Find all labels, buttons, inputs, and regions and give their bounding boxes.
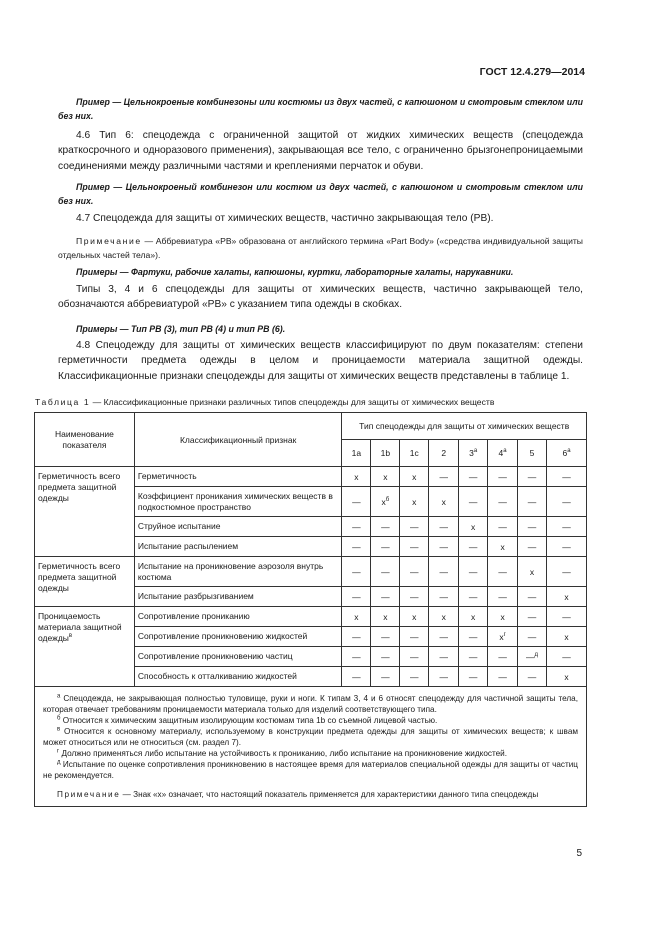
type-cell: — xyxy=(400,557,429,587)
type-cell: x xyxy=(518,557,547,587)
paragraph-4-7: 4.7 Спецодежда для защиты от химических веществ, частично закрывающая тело (PB). xyxy=(76,213,494,224)
type-cell: — xyxy=(459,487,488,517)
type-cell: x xyxy=(546,667,586,687)
type-cell: — xyxy=(518,607,547,627)
type-cell: — xyxy=(342,647,371,667)
type-cell: — xyxy=(459,627,488,647)
type-cell: — xyxy=(429,587,459,607)
type-cell: — xyxy=(400,537,429,557)
criterion-cell: Сопротивление проникновению жидкостей xyxy=(134,627,342,647)
standard-header: ГОСТ 12.4.279—2014 xyxy=(479,66,585,78)
table-footnotes-row xyxy=(35,687,587,807)
type-cell: — xyxy=(459,647,488,667)
type-header: 1b xyxy=(371,440,400,467)
type-header: 1a xyxy=(342,440,371,467)
type-cell: — xyxy=(459,467,488,487)
paragraph-4-8: 4.8 Спецодежду для защиты от химических веществ классифицируют по двум показателям: степени герметичности предмета одежды в целом и проницаемости материала защитной одежды. Классификационные признаки спецодежды для защиты от химических веществ представлены в таблице 1. xyxy=(58,340,583,382)
type-cell: — xyxy=(400,627,429,647)
example-1: Пример — Цельнокроеные комбинезоны или костюмы из двух частей, с капюшоном и смотровым стеклом или без них. xyxy=(58,97,583,121)
type-cell: — xyxy=(518,627,547,647)
type-cell: — xyxy=(400,667,429,687)
type-cell: — xyxy=(518,667,547,687)
type-cell: — xyxy=(488,647,518,667)
footnote-b: $^б$ Относится к химическим защитным изолирующим костюмам типа 1b со съемной лицевой частью. xyxy=(57,715,438,725)
table-caption-label: Таблица 1 xyxy=(35,397,91,407)
note-1-label: Примечание xyxy=(76,236,142,246)
criterion-cell: Способность к отталкиванию жидкостей xyxy=(134,667,342,687)
type-cell: — xyxy=(371,627,400,647)
header-indicator-name: Наименование показателя xyxy=(35,413,135,467)
type-cell: — xyxy=(546,537,586,557)
criterion-cell: Сопротивление прониканию xyxy=(134,607,342,627)
type-cell: — xyxy=(429,647,459,667)
table-footnotes xyxy=(35,687,587,807)
type-cell: x xyxy=(429,487,459,517)
type-cell: x xyxy=(400,487,429,517)
type-cell: — xyxy=(546,467,586,487)
criterion-cell: Испытание разбрызгиванием xyxy=(134,587,342,607)
header-criterion: Классификационный признак xyxy=(134,413,342,467)
type-cell: — xyxy=(429,537,459,557)
type-cell: — xyxy=(488,587,518,607)
type-cell: — xyxy=(518,587,547,607)
type-cell: —$^д$ xyxy=(518,647,547,667)
type-cell: — xyxy=(429,667,459,687)
type-cell: — xyxy=(518,487,547,517)
type-header: 1c xyxy=(400,440,429,467)
group-name: Проницаемость материала защитной одежды$^в$ xyxy=(35,607,135,687)
type-cell: — xyxy=(488,517,518,537)
type-cell: $x^б$ xyxy=(371,487,400,517)
type-cell: — xyxy=(488,467,518,487)
table-row xyxy=(35,607,587,627)
type-cell: — xyxy=(342,587,371,607)
group-name: Герметичность всего предмета защитной одежды xyxy=(35,467,135,557)
example-2: Пример — Цельнокроеный комбинезон или костюм из двух частей, с капюшоном и смотровым стеклом или без них. xyxy=(58,182,583,206)
type-cell: x xyxy=(342,607,371,627)
note-1-text: — Аббревиатура «PB» образована от английского термина «Part Body» («средства индивидуальной защиты отдельных частей тела»). xyxy=(58,236,583,260)
type-cell: — xyxy=(488,667,518,687)
type-cell: — xyxy=(400,587,429,607)
type-cell: — xyxy=(371,517,400,537)
footnote-v: $^в$ Относится к основному материалу, используемому в конструкции предмета одежды для защиты от химических веществ; к швам может относиться или не относиться (см. раздел 7). xyxy=(43,726,578,747)
type-cell: — xyxy=(488,557,518,587)
type-cell: — xyxy=(342,627,371,647)
type-cell: — xyxy=(429,557,459,587)
type-header: $4^а$ xyxy=(488,440,518,467)
table-caption xyxy=(35,397,595,407)
type-cell: — xyxy=(429,517,459,537)
type-cell: — xyxy=(518,537,547,557)
footnote-d: $^д$ Испытание по оценке сопротивления проникновению в настоящее время для материалов специальной одежды для защиты от частиц не рекомендуется. xyxy=(43,759,578,780)
table-caption-text: — Классификационные признаки различных типов спецодежды для защиты от химических веществ xyxy=(90,397,495,407)
paragraph-types: Типы 3, 4 и 6 спецодежды для защиты от химических веществ, частично закрывающей тело, обозначаются аббревиатурой «PB» с указанием типа одежды в скобках. xyxy=(58,284,583,311)
type-cell: x xyxy=(400,467,429,487)
example-3: Примеры — Фартуки, рабочие халаты, капюшоны, куртки, лабораторные халаты, нарукавники. xyxy=(76,267,514,277)
note-1 xyxy=(58,235,583,262)
type-cell: — xyxy=(546,557,586,587)
type-cell: — xyxy=(459,587,488,607)
table-note: Примечание — Знак «x» означает, что настоящий показатель применяется для характеристики данного типа спецодежды xyxy=(57,790,539,799)
classification-table xyxy=(34,412,587,807)
type-cell: x xyxy=(546,587,586,607)
type-cell: — xyxy=(400,517,429,537)
type-cell: — xyxy=(488,487,518,517)
type-cell: x xyxy=(488,607,518,627)
type-cell: — xyxy=(518,467,547,487)
type-cell: x xyxy=(429,607,459,627)
type-cell: — xyxy=(342,487,371,517)
type-cell: — xyxy=(518,517,547,537)
criterion-cell: Испытание распылением xyxy=(134,537,342,557)
type-cell: — xyxy=(342,537,371,557)
table-header-row xyxy=(35,413,587,440)
footnote-a: $^а$ Спецодежда, не закрывающая полностью туловище, руки и ноги. К типам 3, 4 и 6 относят спецодежду для частичной защиты тела, которая отвечает требованиям проницаемости материала только для изделий соответствующего типа. xyxy=(43,693,578,714)
type-cell: — xyxy=(371,667,400,687)
type-cell: x xyxy=(371,467,400,487)
type-cell: x xyxy=(371,607,400,627)
header-types-title: Тип спецодежды для защиты от химических веществ xyxy=(342,413,587,440)
type-header: 5 xyxy=(518,440,547,467)
type-header: $6^а$ xyxy=(546,440,586,467)
type-cell: — xyxy=(546,487,586,517)
criterion-cell: Коэффициент проникания химических веществ в подкостюмное пространство xyxy=(134,487,342,517)
type-header: $3^а$ xyxy=(459,440,488,467)
type-cell: — xyxy=(371,647,400,667)
criterion-cell: Герметичность xyxy=(134,467,342,487)
table-row xyxy=(35,557,587,587)
type-cell: — xyxy=(546,647,586,667)
footnote-g: $^г$ Должно применяться либо испытание на устойчивость к прониканию, либо испытание на проникновение жидкостей. xyxy=(57,748,508,758)
type-cell: x xyxy=(546,627,586,647)
table-body xyxy=(35,467,587,687)
type-cell: x xyxy=(488,537,518,557)
type-cell: $x^г$ xyxy=(488,627,518,647)
type-cell: x xyxy=(342,467,371,487)
type-cell: — xyxy=(459,667,488,687)
type-cell: — xyxy=(546,517,586,537)
criterion-cell: Струйное испытание xyxy=(134,517,342,537)
type-cell: — xyxy=(342,667,371,687)
type-header: 2 xyxy=(429,440,459,467)
type-cell: — xyxy=(546,607,586,627)
table-row xyxy=(35,467,587,487)
type-cell: — xyxy=(371,587,400,607)
type-cell: — xyxy=(429,467,459,487)
type-cell: — xyxy=(371,557,400,587)
page-number: 5 xyxy=(576,848,582,859)
example-4: Примеры — Тип PB (3), тип PB (4) и тип PB (6). xyxy=(76,324,286,334)
type-cell: — xyxy=(459,557,488,587)
type-cell: — xyxy=(371,537,400,557)
type-cell: — xyxy=(342,517,371,537)
criterion-cell: Испытание на проникновение аэрозоля внутрь костюма xyxy=(134,557,342,587)
type-cell: x xyxy=(459,607,488,627)
type-cell: — xyxy=(400,647,429,667)
type-cell: — xyxy=(342,557,371,587)
type-cell: — xyxy=(429,627,459,647)
group-name: Герметичность всего предмета защитной одежды xyxy=(35,557,135,607)
type-cell: — xyxy=(459,537,488,557)
type-cell: x xyxy=(459,517,488,537)
criterion-cell: Сопротивление проникновению частиц xyxy=(134,647,342,667)
type-cell: x xyxy=(400,607,429,627)
paragraph-4-6: 4.6 Тип 6: спецодежда с ограниченной защитой от жидких химических веществ (спецодежда краткосрочного и одноразового применения), закрывающая все тело, с ограниченно брызгонепроницаемыми соединениями между различными частями и креплениями перчаток и обуви. xyxy=(58,130,583,172)
